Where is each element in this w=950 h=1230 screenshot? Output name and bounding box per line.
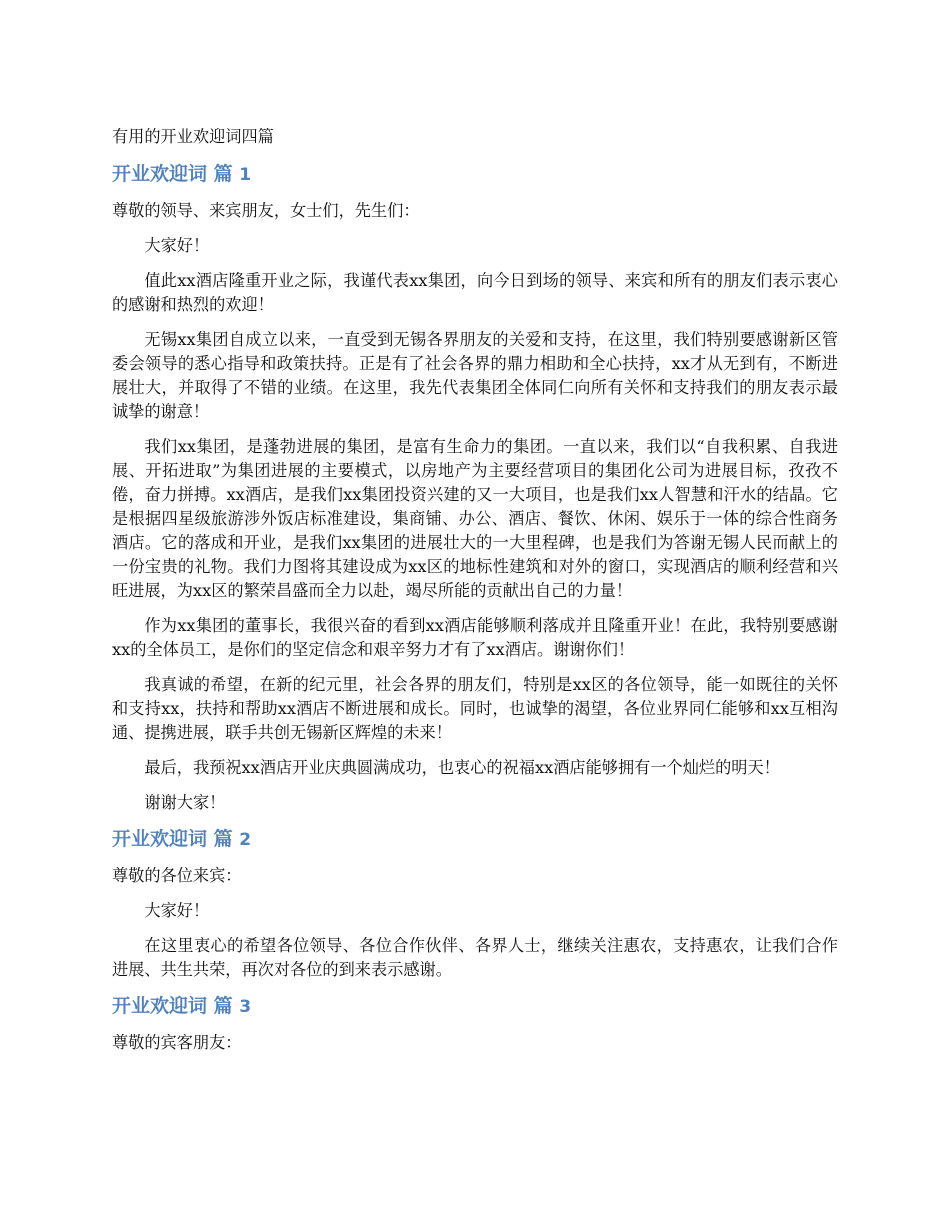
paragraph-salutation: 尊敬的宾客朋友： xyxy=(112,1033,242,1052)
section-heading-number: 1 xyxy=(239,165,252,185)
document-title: 有用的开业欢迎词四篇 xyxy=(112,127,274,146)
paragraph-salutation: 尊敬的领导、来宾朋友，女士们，先生们： xyxy=(112,201,420,220)
section-heading-text: 开业欢迎词 xyxy=(112,163,208,185)
section-heading-number: 3 xyxy=(239,997,252,1017)
section-3 xyxy=(112,993,838,1055)
section-heading xyxy=(112,161,838,188)
section-2 xyxy=(112,826,838,982)
paragraph: 无锡xx集团自成立以来，一直受到无锡各界朋友的关爱和支持，在这里，我们特别要感谢新区管委会领导的悉心指导和政策扶持。正是有了社会各界的鼎力相助和全心扶持，xx才从无到有，不断进展壮大，并取得了不错的业绩。在这里，我先代表集团全体同仁向所有关怀和支持我们的朋友表示最诚挚的谢意！ xyxy=(112,330,838,421)
paragraph: 值此xx酒店隆重开业之际，我谨代表xx集团，向今日到场的领导、来宾和所有的朋友们表示衷心的感谢和热烈的欢迎！ xyxy=(112,271,838,314)
section-heading-number: 2 xyxy=(239,830,252,850)
section-heading-text: 开业欢迎词 xyxy=(112,995,208,1017)
paragraph-closing: 谢谢大家！ xyxy=(144,793,226,812)
paragraph: 在这里衷心的希望各位领导、各位合作伙伴、各界人士，继续关注惠农，支持惠农，让我们合作进展、共生共荣，再次对各位的到来表示感谢。 xyxy=(112,936,838,979)
section-1 xyxy=(112,161,838,815)
paragraph: 作为xx集团的董事长，我很兴奋的看到xx酒店能够顺利落成并且隆重开业！在此，我特别要感谢xx的全体员工，是你们的坚定信念和艰辛努力才有了xx酒店。谢谢你们！ xyxy=(112,616,838,659)
paragraph-salutation: 尊敬的各位来宾： xyxy=(112,866,242,885)
paragraph-greeting: 大家好！ xyxy=(144,236,210,255)
section-heading-label: 篇 xyxy=(213,163,233,185)
section-heading-text: 开业欢迎词 xyxy=(112,828,208,850)
section-heading-label: 篇 xyxy=(213,995,233,1017)
paragraph: 我真诚的希望，在新的纪元里，社会各界的朋友们，特别是xx区的各位领导，能一如既往的关怀和支持xx，扶持和帮助xx酒店不断进展和成长。同时，也诚挚的渴望，各位业界同仁能够和xx互相沟通、提携进展，联手共创无锡新区辉煌的未来！ xyxy=(112,675,838,742)
paragraph: 最后，我预祝xx酒店开业庆典圆满成功，也衷心的祝福xx酒店能够拥有一个灿烂的明天！ xyxy=(144,758,780,777)
section-heading xyxy=(112,993,838,1020)
paragraph: 我们xx集团，是蓬勃进展的集团，是富有生命力的集团。一直以来，我们以“自我积累、自我进展、开拓进取”为集团进展的主要模式，以房地产为主要经营项目的集团化公司为进展目标，孜孜不倦，奋力拼搏。xx酒店，是我们xx集团投资兴建的又一大项目，也是我们xx人智慧和汗水的结晶。它是根据四星级旅游涉外饭店标准建设，集商铺、办公、酒店、餐饮、休闲、娱乐于一体的综合性商务酒店。它的落成和开业，是我们xx集团的进展壮大的一大里程碑，也是我们为答谢无锡人民而献上的一份宝贵的礼物。我们力图将其建设成为xx区的地标性建筑和对外的窗口，实现酒店的顺利经营和兴旺进展，为xx区的繁荣昌盛而全力以赴，竭尽所能的贡献出自己的力量！ xyxy=(112,437,838,600)
paragraph-greeting: 大家好！ xyxy=(144,901,210,920)
section-heading xyxy=(112,826,838,853)
section-heading-label: 篇 xyxy=(213,828,233,850)
